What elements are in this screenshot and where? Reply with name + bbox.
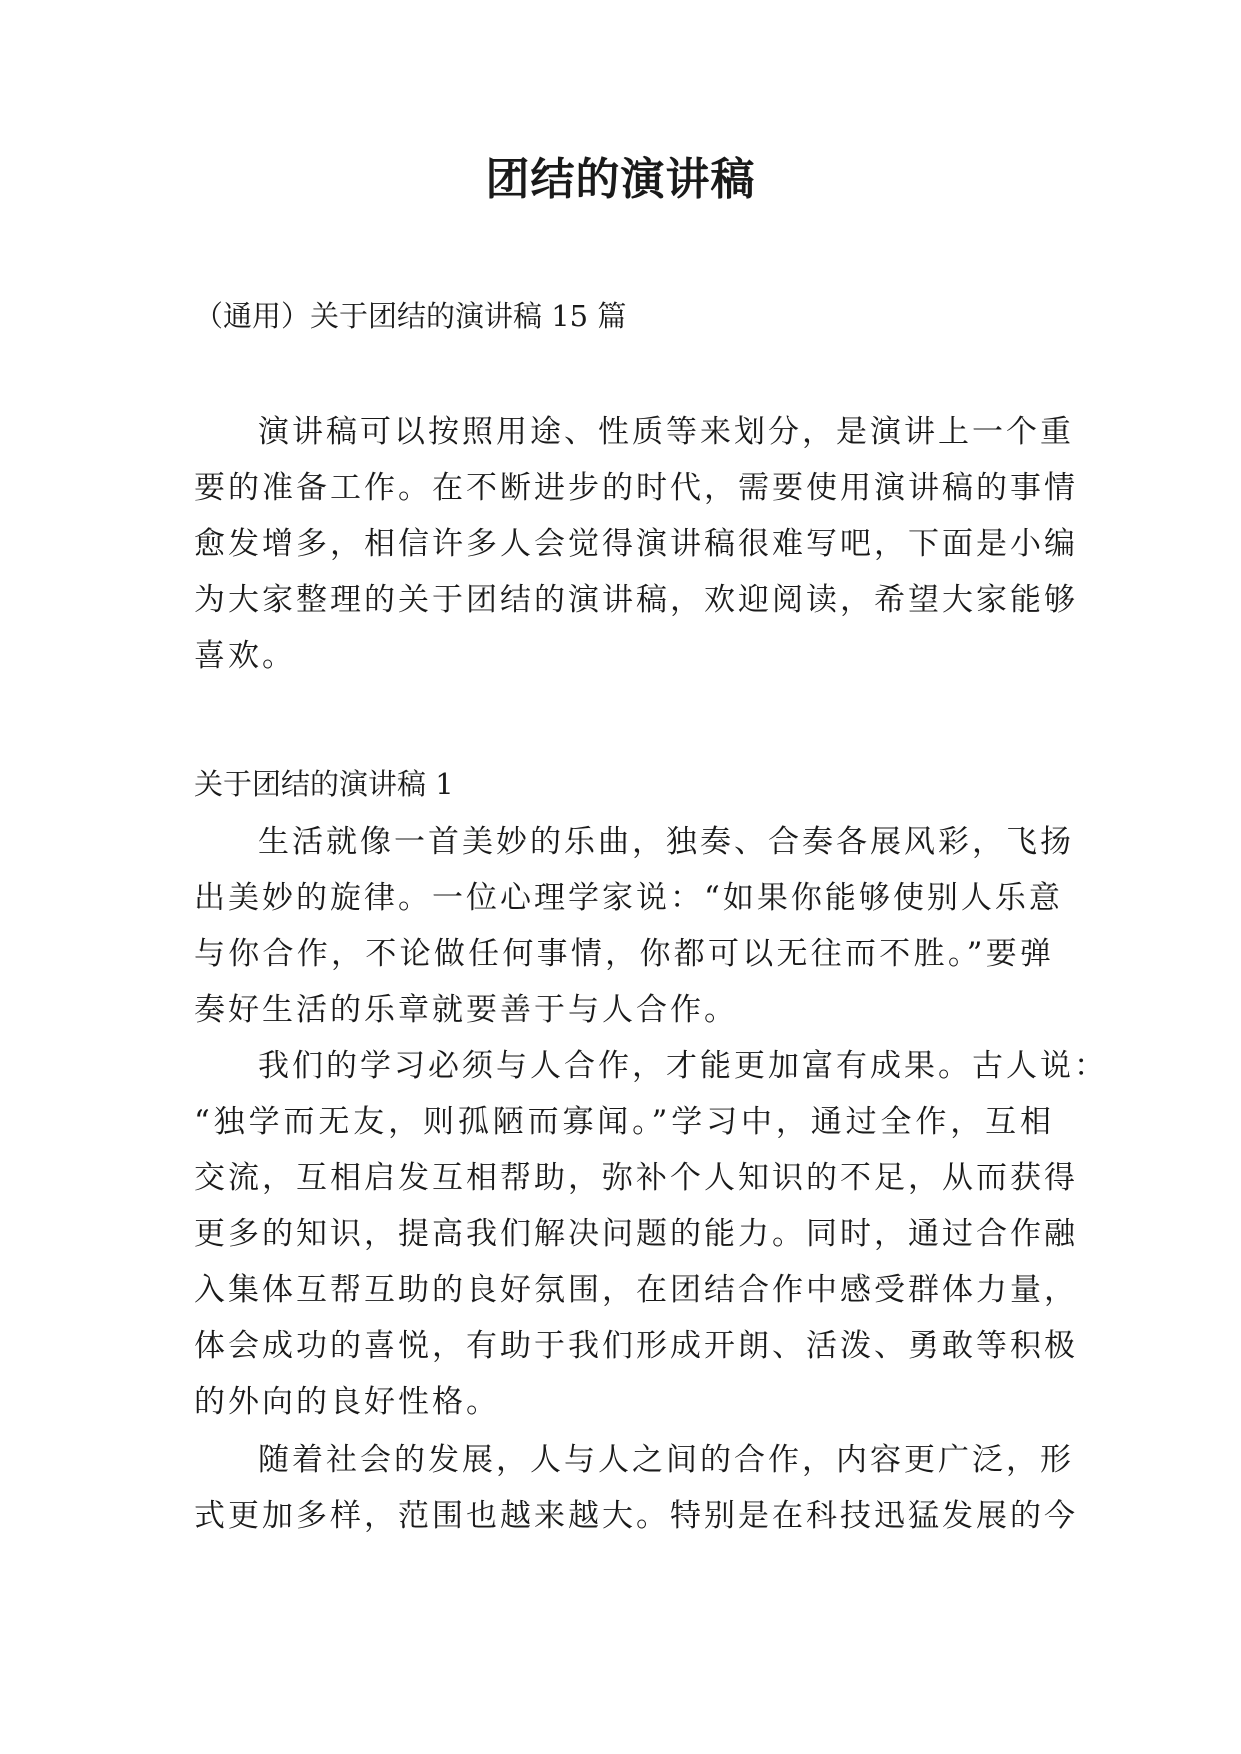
body-line: 我们的学习必须与人合作，才能更加富有成果。古人说： [258,1048,1108,1084]
intro-line: 喜欢。 [194,638,296,674]
body-line: 式更加多样，范围也越来越大。特别是在科技迅猛发展的今 [194,1498,1078,1534]
body-line: “独学而无友，则孤陋而寡闻。”学习中，通过全作，互相 [194,1104,1054,1140]
body-line: 体会成功的喜悦，有助于我们形成开朗、活泼、勇敢等积极 [194,1328,1078,1364]
intro-line: 要的准备工作。在不断进步的时代，需要使用演讲稿的事情 [194,470,1078,506]
intro-line: 愈发增多，相信许多人会觉得演讲稿很难写吧，下面是小编 [194,526,1078,562]
body-line: 随着社会的发展，人与人之间的合作，内容更广泛，形 [258,1442,1074,1478]
body-line: 更多的知识，提高我们解决问题的能力。同时，通过合作融 [194,1216,1078,1252]
document-subtitle: （通用）关于团结的演讲稿 15 篇 [194,299,627,333]
intro-line: 演讲稿可以按照用途、性质等来划分，是演讲上一个重 [258,414,1074,450]
body-line: 出美妙的旋律。一位心理学家说：“如果你能够使别人乐意 [194,880,1063,916]
body-line: 入集体互帮互助的良好氛围，在团结合作中感受群体力量， [194,1272,1078,1308]
intro-line: 为大家整理的关于团结的演讲稿，欢迎阅读，希望大家能够 [194,582,1078,618]
body-line: 生活就像一首美妙的乐曲，独奏、合奏各展风彩，飞扬 [258,824,1074,860]
section-heading: 关于团结的演讲稿 1 [194,767,454,801]
body-line: 与你合作，不论做任何事情，你都可以无往而不胜。”要弹 [194,936,1054,972]
body-line: 交流，互相启发互相帮助，弥补个人知识的不足，从而获得 [194,1160,1078,1196]
body-line: 的外向的良好性格。 [194,1384,500,1420]
body-line: 奏好生活的乐章就要善于与人合作。 [194,992,738,1028]
document-title: 团结的演讲稿 [485,154,756,205]
